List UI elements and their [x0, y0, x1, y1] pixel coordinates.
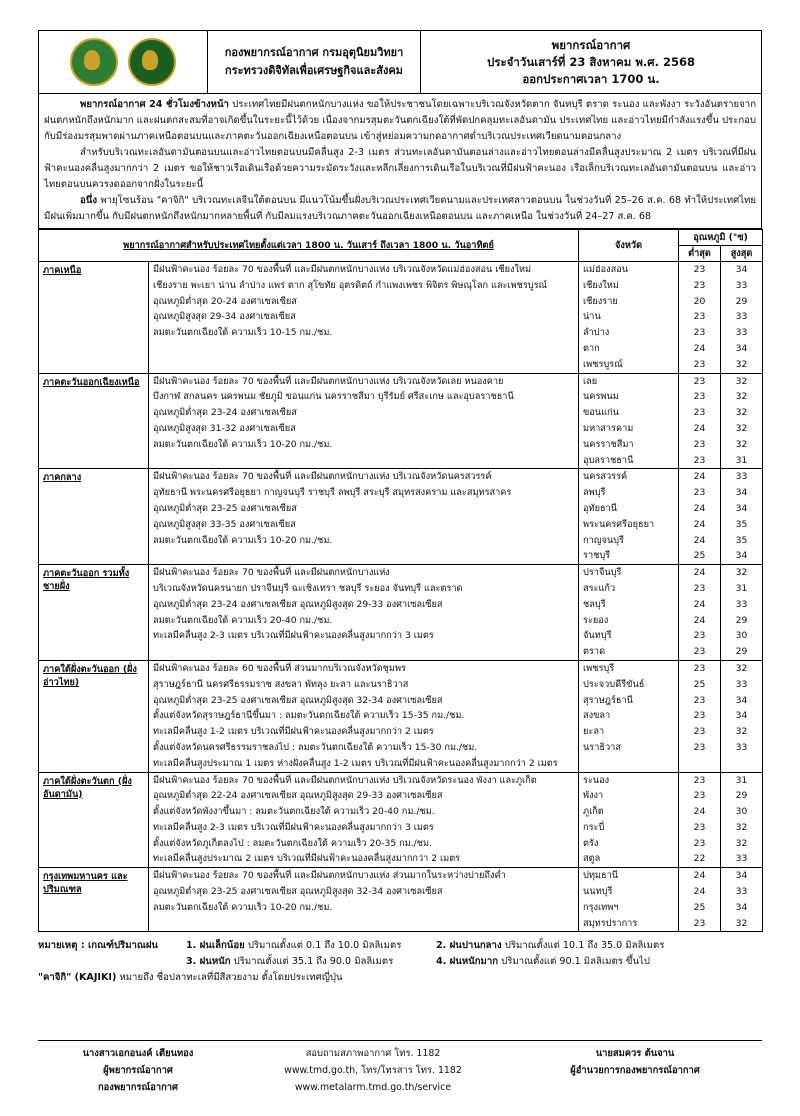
max-temp: 32 — [735, 438, 748, 450]
province-name: ปราจีนบุรี — [583, 567, 622, 579]
max-temp: 34 — [735, 342, 748, 354]
region-forecast — [149, 772, 579, 868]
min-temp: 23 — [693, 279, 706, 291]
min-temp: 23 — [693, 582, 706, 594]
min-temp: 25 — [693, 550, 706, 562]
min-temp: 23 — [693, 917, 706, 929]
province-name: อุทัยธานี — [583, 502, 618, 514]
max-temp: 33 — [735, 311, 748, 323]
notes-row-1 — [38, 938, 762, 954]
province-name: แม่ฮ่องสอน — [583, 264, 629, 275]
forecast-line: มีฝนฟ้าคะนอง ร้อยละ 70 ของพื้นที่ และมีฝนตกหนักบางแห่ง บริเวณจังหวัดนครสวรรค์ — [153, 471, 492, 483]
region-row — [39, 772, 763, 868]
min-temp-column — [679, 262, 721, 374]
max-temp: 32 — [735, 917, 748, 929]
max-temp: 33 — [735, 279, 748, 291]
forecast-line: ลมตะวันตกเฉียงใต้ ความเร็ว 10-15 กม./ชม. — [153, 327, 333, 339]
province-name: นครสวรรค์ — [583, 471, 628, 483]
contact-info — [238, 1045, 508, 1096]
max-temp: 34 — [735, 901, 748, 913]
min-temp: 23 — [693, 358, 706, 370]
province-name: ระนอง — [583, 774, 610, 786]
forecast-line: มีฝนฟ้าคะนอง ร้อยละ 70 ของพื้นที่ และมีฝนตกหนักบางแห่ง ส่วนมากในระหว่างบ่ายถึงค่ำ — [153, 870, 506, 882]
region-forecast — [149, 565, 579, 661]
region-row — [39, 868, 763, 932]
note-lead: อนึ่ง — [80, 195, 98, 206]
forecast-line: สุราษฎร์ธานี นครศรีธรรมราช สงขลา พัทลุง ยะลา และนราธิวาส — [153, 678, 409, 690]
province-name: ประจวบคีรีขันธ์ — [583, 678, 645, 690]
signature-footer — [38, 1040, 762, 1096]
logos — [39, 31, 208, 93]
province-name: ชลบุรี — [583, 598, 606, 610]
min-temp: 23 — [693, 630, 706, 642]
max-temp: 32 — [735, 726, 748, 738]
notes-row-2 — [38, 954, 762, 970]
max-temp: 34 — [735, 694, 748, 706]
min-temp: 24 — [693, 598, 706, 610]
note-4-term: 4. ฝนหนักมาก — [436, 956, 499, 968]
max-temp: 29 — [735, 790, 748, 802]
min-temp: 24 — [693, 342, 706, 354]
min-temp: 23 — [693, 454, 706, 466]
region-name: ภาคเหนือ — [39, 262, 149, 374]
min-temp: 23 — [693, 311, 706, 323]
province-name: นนทบุรี — [583, 886, 613, 898]
forecast-line: มีฝนฟ้าคะนอง ร้อยละ 70 ของพื้นที่ และมีฝนตกหนักบางแห่ง บริเวณจังหวัดเลย หนองคาย — [153, 375, 504, 387]
province-name: ราชบุรี — [583, 550, 611, 562]
min-temp: 24 — [693, 422, 706, 434]
forecast-line: ลมตะวันตกเฉียงใต้ ความเร็ว 20-40 กม./ชม. — [153, 614, 333, 626]
contact-website[interactable]: www.tmd.go.th, โทร/โทรสาร โทร. 1182 — [284, 1065, 462, 1076]
province-name-column — [579, 660, 679, 772]
province-name: น่าน — [583, 311, 601, 323]
issued-time: ออกประกาศเวลา 1700 น. — [522, 71, 660, 86]
max-temp: 34 — [735, 870, 748, 882]
max-temp: 33 — [735, 471, 748, 483]
min-temp: 23 — [693, 821, 706, 833]
max-temp: 34 — [735, 550, 748, 562]
forecast-line: มีฝนฟ้าคะนอง ร้อยละ 70 ของพื้นที่ และมีฝนตกหนักบางแห่ง — [153, 567, 390, 579]
province-name: นครราชสีมา — [583, 438, 634, 450]
max-temp: 32 — [735, 375, 748, 387]
min-temp: 23 — [693, 487, 706, 499]
min-temp: 24 — [693, 471, 706, 483]
province-name: ตาก — [583, 342, 600, 354]
table-header-max: สูงสุด — [721, 246, 763, 262]
director-name: นายสมควร ต้นจาน — [595, 1048, 675, 1059]
region-forecast — [149, 660, 579, 772]
director-role: ผู้อำนวยการกองพยากรณ์อากาศ — [570, 1065, 700, 1076]
summary-text: ประเทศไทยมีฝนตกหนักบางแห่ง ขอให้ประชาชนโดยเฉพาะบริเวณจังหวัดตาก จันทบุรี ตราด ระนอง และพังงา ระวังอันตรายจากฝนตกหนักถึงหนักมาก และฝนตกสะสมที่อาจเกิดขึ้นในระยะนี้ไว้ด้วย เนื่องจากมรสุมตะวันตกเฉียงใต้ที่พัดปกคลุมทะเลอันดามัน ประเทศไทย และอ่าวไทยมีกำลังแรงขึ้น ประกอบกับมีร่องมรสุมพาดผ่านภาคเหนือตอนบนและภาคตะวันออกเฉียงเหนือตอนบน เข้าสู่หย่อมความกดอากาศต่ำบริเวณประเทศเวียดนามตอนกลาง — [44, 99, 757, 142]
forecast-line: มีฝนฟ้าคะนอง ร้อยละ 70 ของพื้นที่ และมีฝนตกหนักบางแห่ง บริเวณจังหวัดแม่ฮ่องสอน เชียงใหม่ — [153, 264, 532, 275]
province-name: อุบลราชธานี — [583, 454, 634, 466]
min-temp: 23 — [693, 407, 706, 419]
min-temp: 24 — [693, 518, 706, 530]
max-temp: 32 — [735, 358, 748, 370]
note-4-text: ปริมาณตั้งแต่ 90.1 มิลลิเมตร ขึ้นไป — [501, 956, 650, 968]
province-name: ระยอง — [583, 614, 609, 626]
forecast-line: ตั้งแต่จังหวัดพังงาขึ้นมา : ลมตะวันตกเฉียงใต้ ความเร็ว 20-40 กม./ชม. — [153, 806, 435, 818]
province-name-column — [579, 868, 679, 932]
province-name: ตรัง — [583, 837, 599, 849]
min-temp: 23 — [693, 375, 706, 387]
summary-paragraph-2: สำหรับบริเวณทะเลอันดามันตอนบนและอ่าวไทยตอนบนมีคลื่นสูง 2-3 เมตร ส่วนทะเลอันดามันตอนล่างและอ่าวไทยตอนล่างมีคลื่นสูงประมาณ 2 เมตร บริเวณที่มีฝนฟ้าคะนองคลื่นสูงมากกว่า 2 เมตร ขอให้ชาวเรือเดินเรือด้วยความระมัดระวังและหลีกเลี่ยงการเดินเรือในบริเวณที่มีฝนฟ้าคะนอง เรือเล็กบริเวณทะเลอันดามันตอนบน และอ่าวไทยตอนบนควรงดออกจากฝั่งในระยะนี้ — [44, 147, 756, 190]
province-name-column — [579, 373, 679, 469]
forecast-title-block — [421, 31, 761, 93]
province-name: นครพนม — [583, 391, 619, 403]
forecast-title: พยากรณ์อากาศ — [551, 37, 631, 52]
min-temp-column — [679, 772, 721, 868]
forecast-line: มีฝนฟ้าคะนอง ร้อยละ 70 ของพื้นที่ และมีฝนตกหนักบางแห่ง บริเวณจังหวัดระนอง พังงา และภูเก็ต — [153, 774, 537, 786]
forecast-line: ลมตะวันตกเฉียงใต้ ความเร็ว 10-20 กม./ชม. — [153, 438, 333, 450]
min-temp: 23 — [693, 646, 706, 658]
province-name: กาญจนบุรี — [583, 534, 624, 546]
forecast-line: บริเวณจังหวัดนครนายก ปราจีนบุรี ฉะเชิงเทรา ชลบุรี ระยอง จันทบุรี และตราด — [153, 582, 463, 594]
province-name: เชียงใหม่ — [583, 279, 619, 291]
province-name: ลำปาง — [583, 327, 610, 339]
province-name: นราธิวาส — [583, 741, 621, 753]
forecast-line: ตั้งแต่จังหวัดสุราษฎร์ธานีขึ้นมา : ลมตะวันตกเฉียงใต้ ความเร็ว 15-35 กม./ชม. — [153, 710, 465, 722]
province-name: มหาสารคาม — [583, 422, 634, 434]
forecast-line: อุณหภูมิต่ำสุด 23-24 องศาเซลเซียส — [153, 407, 297, 419]
min-temp-column — [679, 868, 721, 932]
province-name: ตราด — [583, 646, 606, 658]
forecast-line: ลมตะวันตกเฉียงใต้ ความเร็ว 10-20 กม./ชม. — [153, 901, 333, 913]
forecast-line: อุณหภูมิต่ำสุด 23-25 องศาเซลเซียส อุณหภูมิสูงสุด 32-34 องศาเซลเซียส — [153, 886, 443, 898]
min-temp: 23 — [693, 694, 706, 706]
max-temp: 30 — [735, 630, 748, 642]
rainfall-notes — [38, 938, 762, 986]
max-temp: 31 — [735, 454, 748, 466]
forecast-line: ตั้งแต่จังหวัดนครศรีธรรมราชลงไป : ลมตะวันตกเฉียงใต้ ความเร็ว 15-30 กม./ชม. — [153, 741, 478, 753]
max-temp-column — [721, 469, 763, 565]
note-1-text: ปริมาณตั้งแต่ 0.1 ถึง 10.0 มิลลิเมตร — [247, 940, 402, 952]
min-temp-column — [679, 565, 721, 661]
max-temp: 32 — [735, 821, 748, 833]
forecast-line: มีฝนฟ้าคะนอง ร้อยละ 60 ของพื้นที่ ส่วนมากบริเวณจังหวัดชุมพร — [153, 662, 406, 674]
kajiki-term: "คาจิกิ" (KAJIKI) — [38, 972, 117, 984]
department-line-1: กองพยากรณ์อากาศ กรมอุตุนิยมวิทยา — [224, 46, 404, 59]
min-temp: 23 — [693, 837, 706, 849]
region-row — [39, 469, 763, 565]
kajiki-text: หมายถึง ชื่อปลาทะเลที่มีสีสวยงาม ตั้งโดยประเทศญี่ปุ่น — [119, 972, 343, 984]
min-temp: 24 — [693, 567, 706, 579]
min-temp: 23 — [693, 662, 706, 674]
document-header — [38, 30, 762, 94]
province-name-column — [579, 469, 679, 565]
min-temp: 24 — [693, 806, 706, 818]
summary-paragraph-3 — [44, 193, 756, 225]
region-row — [39, 373, 763, 469]
region-name: ภาคตะวันออก รวมทั้งชายฝั่ง — [39, 565, 149, 661]
forecast-line: ลมตะวันตกเฉียงใต้ ความเร็ว 10-20 กม./ชม. — [153, 534, 333, 546]
region-forecast — [149, 373, 579, 469]
forecast-line: ทะเลมีคลื่นสูง 2-3 เมตร บริเวณที่มีฝนฟ้าคะนองคลื่นสูงมากกว่า 3 เมตร — [153, 821, 434, 833]
province-name: เลย — [583, 375, 598, 387]
province-name: ลพบุรี — [583, 487, 606, 499]
max-temp: 29 — [735, 295, 748, 307]
province-name: กรุงเทพฯ — [583, 901, 619, 913]
forecast-line: อุณหภูมิต่ำสุด 22-24 องศาเซลเซียส อุณหภูมิสูงสุด 29-33 องศาเซลเซียส — [153, 790, 443, 802]
max-temp-column — [721, 373, 763, 469]
forecast-line: อุณหภูมิต่ำสุด 20-24 องศาเซลเซียส — [153, 295, 297, 307]
forecast-line: อุณหภูมิสูงสุด 31-32 องศาเซลเซียส — [153, 422, 296, 434]
max-temp: 34 — [735, 487, 748, 499]
province-name: สระแก้ว — [583, 582, 616, 594]
province-name: สุราษฎร์ธานี — [583, 694, 633, 706]
forecast-line: อุณหภูมิต่ำสุด 23-25 องศาเซลเซียส — [153, 502, 297, 514]
table-header-province: จังหวัด — [579, 230, 679, 262]
storm-text: พายุโซนร้อน "คาจิกิ" บริเวณทะเลจีนใต้ตอนบน มีแนวโน้มขึ้นฝั่งบริเวณประเทศเวียดนามและประเทศลาวตอนบน ในช่วงวันที่ 25–26 ส.ค. 68 ทำให้ประเทศไทยมีฝนเพิ่มมากขึ้น กับมีฝนตกหนักถึงหนักมากหลายพื้นที่ กับมีลมแรงบริเวณภาคตะวันออกเฉียงเหนือตอนบน และภาคเหนือ ในช่วงวันที่ 24–27 ส.ค. 68 — [44, 195, 756, 222]
min-temp: 24 — [693, 870, 706, 882]
region-forecast — [149, 262, 579, 374]
min-temp: 23 — [693, 438, 706, 450]
table-header-min: ต่ำสุด — [679, 246, 721, 262]
min-temp: 24 — [693, 502, 706, 514]
max-temp: 35 — [735, 534, 748, 546]
summary-paragraph-1 — [44, 97, 756, 145]
region-row — [39, 262, 763, 374]
max-temp: 35 — [735, 518, 748, 530]
max-temp-column — [721, 660, 763, 772]
summary-section — [38, 94, 762, 229]
notes-label: หมายเหตุ : เกณฑ์ปริมาณฝน — [38, 940, 158, 952]
forecaster-role: ผู้พยากรณ์อากาศ — [103, 1065, 173, 1076]
ministry-logo — [128, 38, 176, 86]
min-temp: 24 — [693, 534, 706, 546]
note-2-text: ปริมาณตั้งแต่ 10.1 ถึง 35.0 มิลลิเมตร — [504, 940, 665, 952]
min-temp: 23 — [693, 391, 706, 403]
min-temp: 22 — [693, 853, 706, 865]
note-1-term: 1. ฝนเล็กน้อย — [186, 940, 245, 952]
min-temp: 25 — [693, 901, 706, 913]
note-2-term: 2. ฝนปานกลาง — [436, 940, 502, 952]
max-temp: 31 — [735, 774, 748, 786]
director-signature — [508, 1045, 762, 1096]
max-temp-column — [721, 772, 763, 868]
forecast-line: ทะเลมีคลื่นสูง 1-2 เมตร บริเวณที่มีฝนฟ้าคะนองคลื่นสูงมากกว่า 2 เมตร — [153, 726, 434, 738]
province-name: สมุทรปราการ — [583, 917, 638, 929]
region-name: ภาคกลาง — [39, 469, 149, 565]
max-temp-column — [721, 868, 763, 932]
department-block — [208, 31, 421, 93]
min-temp: 25 — [693, 678, 706, 690]
note-3-term: 3. ฝนหนัก — [186, 956, 231, 968]
province-name: พังงา — [583, 790, 604, 802]
province-name: ยะลา — [583, 726, 605, 738]
forecast-line: ทะเลมีคลื่นสูงประมาณ 2 เมตร บริเวณที่มีฝนฟ้าคะนองคลื่นสูงมากกว่า 2 เมตร — [153, 853, 461, 865]
max-temp: 33 — [735, 886, 748, 898]
min-temp: 23 — [693, 264, 706, 275]
forecast-line: อุทัยธานี พระนครศรีอยุธยา กาญจนบุรี ราชบุรี ลพบุรี สระบุรี สมุทรสงคราม และสมุทรสาคร — [153, 487, 512, 499]
max-temp: 33 — [735, 741, 748, 753]
province-name: พระนครศรีอยุธยา — [583, 518, 655, 530]
summary-lead: พยากรณ์อากาศ 24 ชั่วโมงข้างหน้า — [80, 99, 229, 110]
region-forecast — [149, 868, 579, 932]
forecast-date: ประจำวันเสาร์ที่ 23 สิงหาคม พ.ศ. 2568 — [487, 54, 695, 69]
min-temp-column — [679, 373, 721, 469]
province-name: จันทบุรี — [583, 630, 612, 642]
max-temp: 34 — [735, 502, 748, 514]
max-temp: 29 — [735, 614, 748, 626]
region-forecast — [149, 469, 579, 565]
max-temp: 30 — [735, 806, 748, 818]
contact-service-link[interactable]: www.metalarm.tmd.go.th/service — [294, 1082, 452, 1093]
forecast-line: ทะเลมีคลื่นสูง 2-3 เมตร บริเวณที่มีฝนฟ้าคะนองคลื่นสูงมากกว่า 3 เมตร — [153, 630, 434, 642]
forecaster-org: กองพยากรณ์อากาศ — [97, 1082, 179, 1093]
min-temp-column — [679, 660, 721, 772]
max-temp: 29 — [735, 646, 748, 658]
forecaster-name: นางสาวเอกอนงค์ เตียนทอง — [82, 1048, 194, 1059]
province-name: กระบี่ — [583, 821, 605, 833]
min-temp: 23 — [693, 774, 706, 786]
tmd-logo — [70, 38, 118, 86]
province-name: สงขลา — [583, 710, 611, 722]
forecast-line: บึงกาฬ สกลนคร นครพนม ชัยภูมิ ขอนแก่น นครราชสีมา บุรีรัมย์ ศรีสะเกษ และอุบลราชธานี — [153, 391, 514, 403]
min-temp: 23 — [693, 726, 706, 738]
min-temp: 24 — [693, 886, 706, 898]
forecast-line: อุณหภูมิสูงสุด 29-34 องศาเซลเซียส — [153, 311, 296, 323]
max-temp: 32 — [735, 837, 748, 849]
province-name: เชียงราย — [583, 295, 618, 307]
min-temp: 23 — [693, 790, 706, 802]
province-name: ขอนแก่น — [583, 407, 619, 419]
province-name: ภูเก็ต — [583, 806, 604, 818]
region-name: ภาคใต้ฝั่งตะวันออก (ฝั่งอ่าวไทย) — [39, 660, 149, 772]
note-3-text: ปริมาณตั้งแต่ 35.1 ถึง 90.0 มิลลิเมตร — [233, 956, 394, 968]
min-temp-column — [679, 469, 721, 565]
forecast-line: เชียงราย พะเยา น่าน ลำปาง แพร่ ตาก สุโขทัย อุตรดิตถ์ กำแพงเพชร พิจิตร พิษณุโลก และเพชรบูรณ์ — [153, 279, 548, 291]
regions-body — [39, 262, 763, 932]
province-name-column — [579, 772, 679, 868]
region-name: กรุงเทพมหานคร และปริมณฑล — [39, 868, 149, 932]
forecast-line: อุณหภูมิต่ำสุด 23-24 องศาเซลเซียส อุณหภูมิสูงสุด 29-33 องศาเซลเซียส — [153, 598, 443, 610]
region-row — [39, 660, 763, 772]
province-name-column — [579, 262, 679, 374]
max-temp: 32 — [735, 662, 748, 674]
province-name: เพชรบุรี — [583, 662, 615, 674]
forecast-line: ทะเลมีคลื่นสูงประมาณ 1 เมตร ห่างฝั่งคลื่นสูง 1-2 เมตร บริเวณที่มีฝนฟ้าคะนองคลื่นสูงมากกว่า 2 เมตร — [153, 757, 558, 769]
contact-phone: สอบถามสภาพอากาศ โทร. 1182 — [305, 1048, 441, 1059]
max-temp: 34 — [735, 264, 748, 275]
kajiki-note — [38, 970, 762, 986]
max-temp-column — [721, 565, 763, 661]
forecast-line: อุณหภูมิต่ำสุด 23-25 องศาเซลเซียส อุณหภูมิสูงสุด 32-34 องศาเซลเซียส — [153, 694, 443, 706]
max-temp: 32 — [735, 407, 748, 419]
province-name: เพชรบูรณ์ — [583, 358, 623, 370]
max-temp: 33 — [735, 327, 748, 339]
max-temp: 33 — [735, 598, 748, 610]
max-temp: 33 — [735, 853, 748, 865]
max-temp: 31 — [735, 582, 748, 594]
min-temp: 23 — [693, 741, 706, 753]
table-header-temp: อุณหภูมิ (°ซ) — [679, 230, 763, 246]
province-name: สตูล — [583, 853, 601, 865]
min-temp: 23 — [693, 710, 706, 722]
max-temp-column — [721, 262, 763, 374]
max-temp: 32 — [735, 422, 748, 434]
min-temp: 23 — [693, 327, 706, 339]
province-name-column — [579, 565, 679, 661]
max-temp: 32 — [735, 567, 748, 579]
forecaster-signature — [38, 1045, 238, 1096]
max-temp: 32 — [735, 391, 748, 403]
min-temp: 20 — [693, 295, 706, 307]
forecast-line: อุณหภูมิสูงสุด 33-35 องศาเซลเซียส — [153, 518, 296, 530]
region-row — [39, 565, 763, 661]
regional-forecast-table — [38, 229, 763, 932]
table-header-main: พยากรณ์อากาศสำหรับประเทศไทยตั้งแต่เวลา 1800 น. วันเสาร์ ถึงเวลา 1800 น. วันอาทิตย์ — [39, 230, 579, 262]
min-temp: 24 — [693, 614, 706, 626]
region-name: ภาคใต้ฝั่งตะวันตก (ฝั่งอันดามัน) — [39, 772, 149, 868]
province-name: ปทุมธานี — [583, 870, 619, 882]
forecast-page — [38, 30, 762, 986]
forecast-line: ตั้งแต่จังหวัดภูเก็ตลงไป : ลมตะวันตกเฉียงใต้ ความเร็ว 20-35 กม./ชม. — [153, 837, 432, 849]
department-line-2: กระทรวงดิจิทัลเพื่อเศรษฐกิจและสังคม — [225, 64, 403, 77]
region-name: ภาคตะวันออกเฉียงเหนือ — [39, 373, 149, 469]
max-temp: 33 — [735, 678, 748, 690]
max-temp: 34 — [735, 710, 748, 722]
